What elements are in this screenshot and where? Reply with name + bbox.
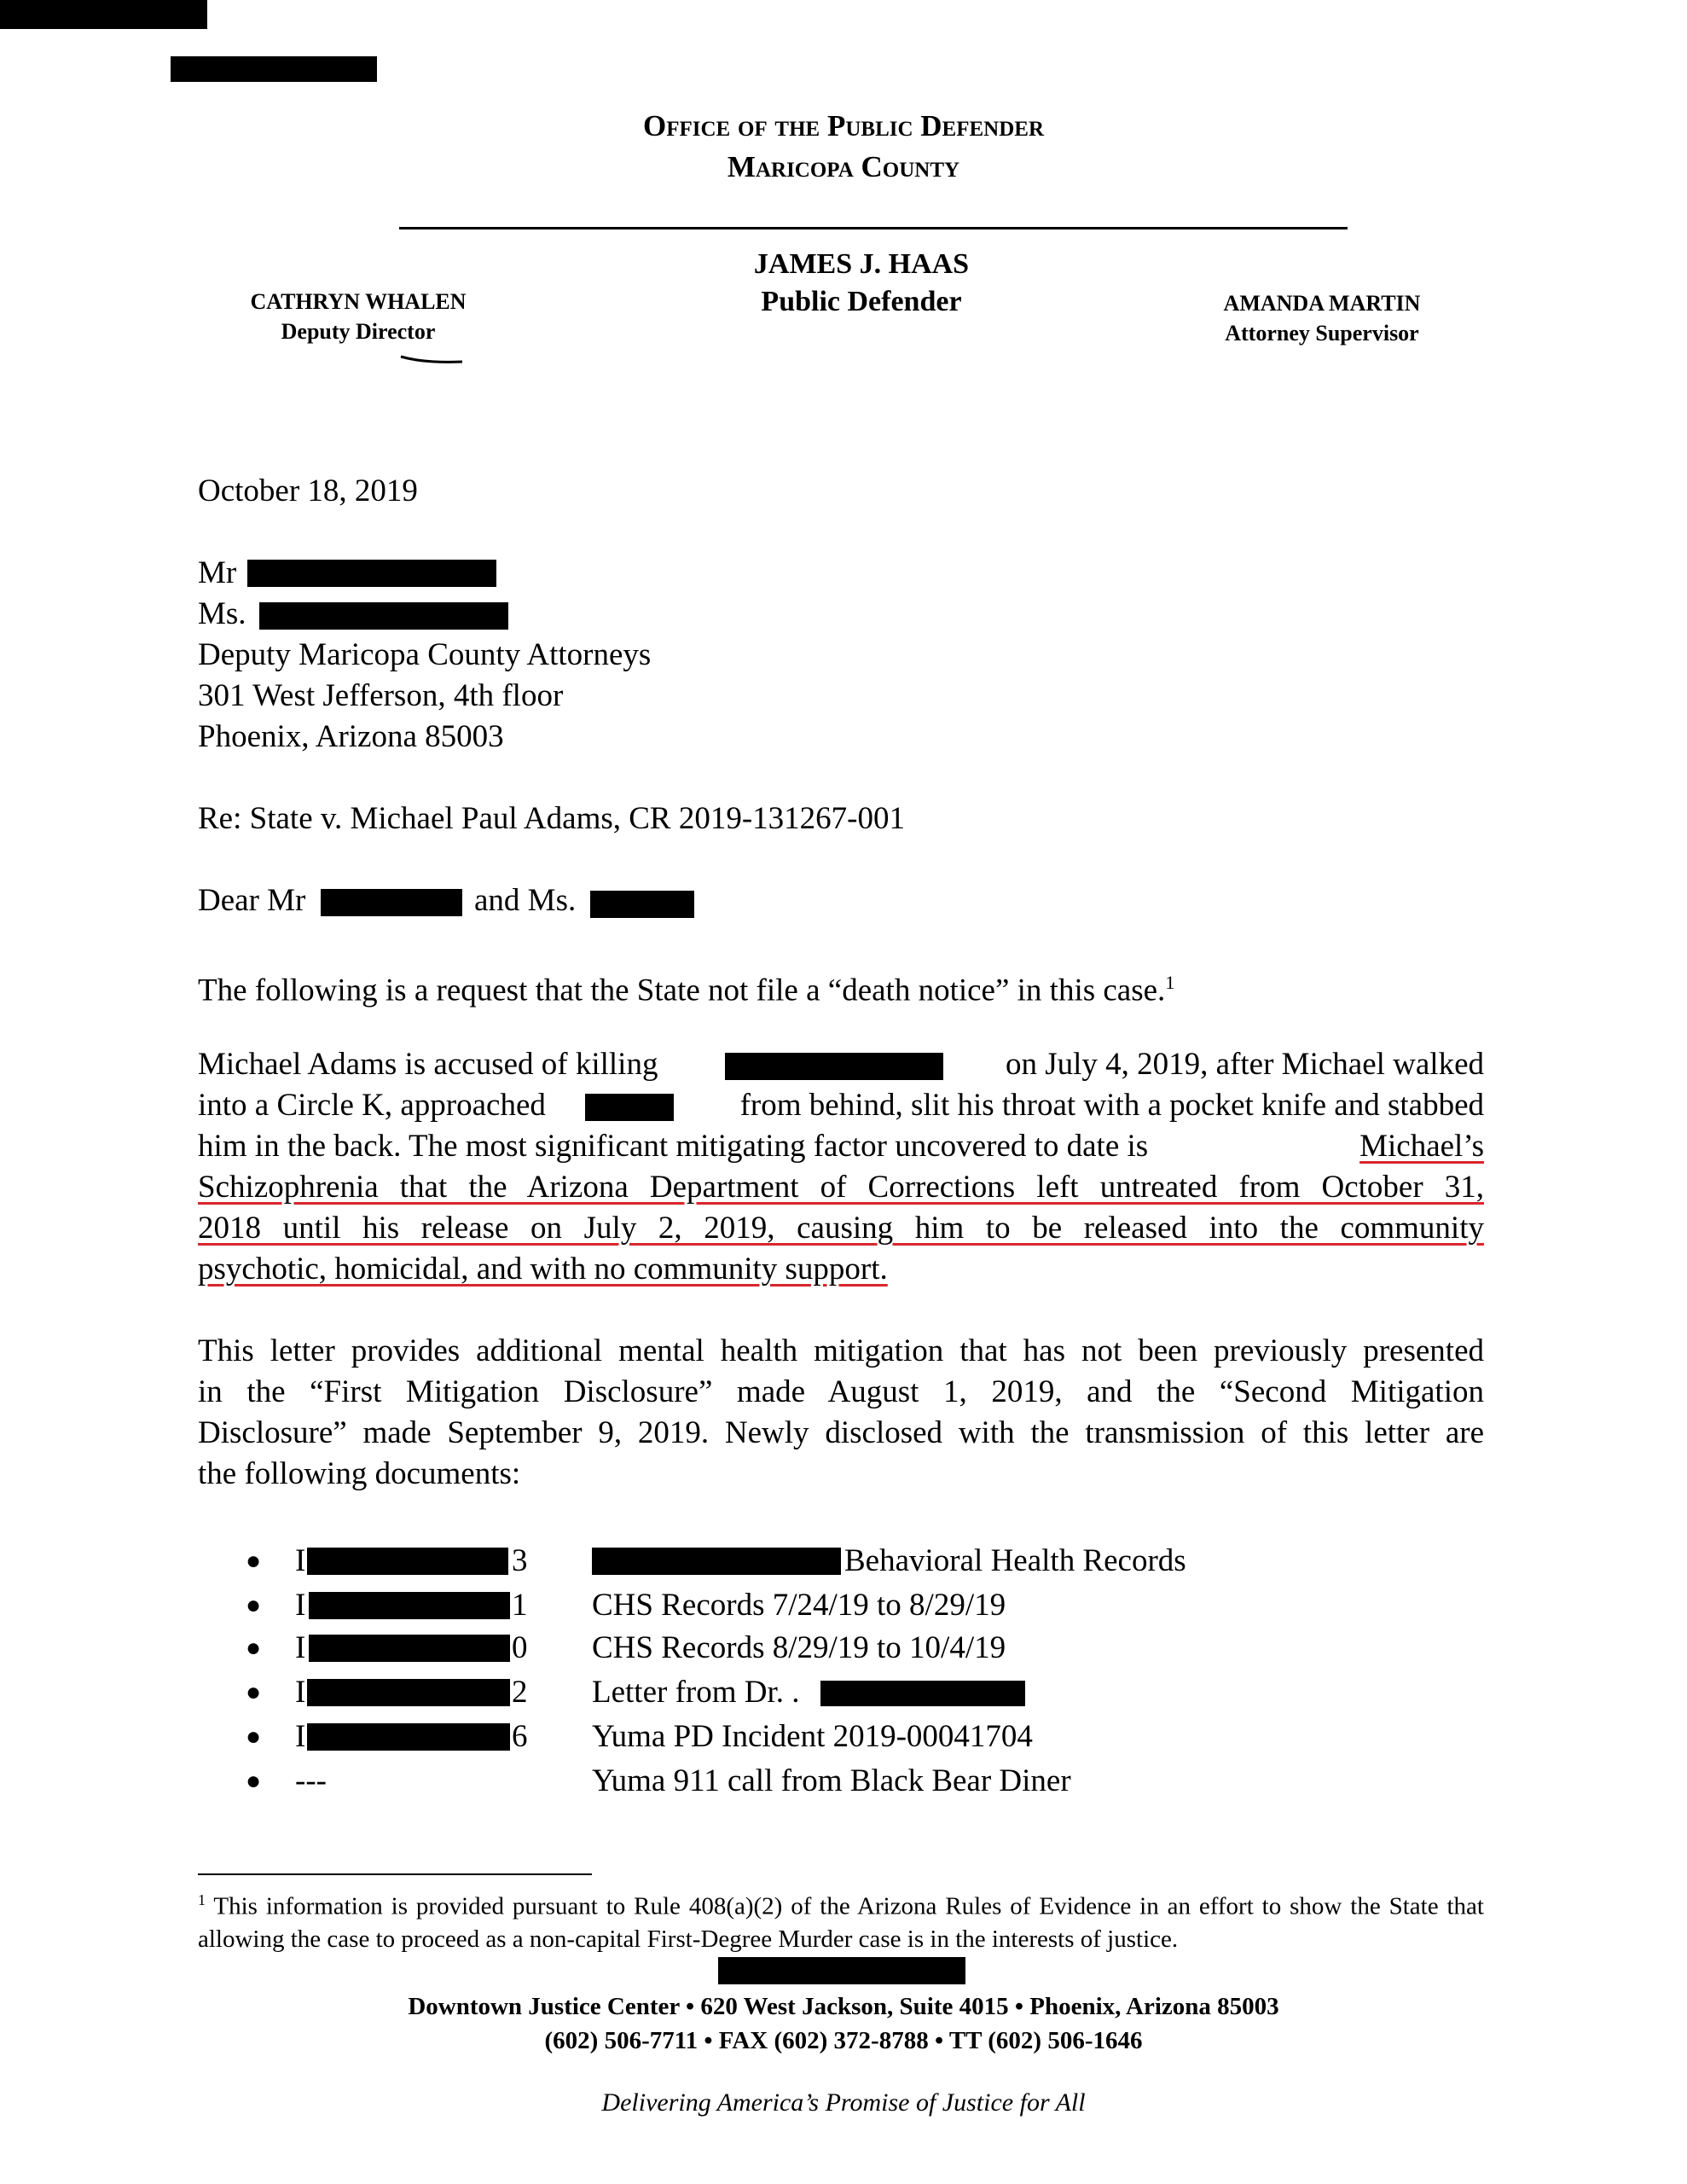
- p2-line6: psychotic, homicidal, and with no community support.: [198, 1252, 888, 1287]
- redaction-bar: [820, 1681, 1025, 1706]
- defender-title: Public Defender: [761, 286, 962, 317]
- list-item: [0, 1539, 1687, 1583]
- redaction-bar: [259, 602, 508, 630]
- redaction-bar: [725, 1053, 943, 1080]
- redaction-bar: [321, 889, 462, 916]
- p2-line3: [198, 1126, 1484, 1167]
- document-code-end: 6: [512, 1719, 528, 1754]
- redaction-bar: [0, 0, 207, 29]
- attorney-supervisor-block: [1143, 288, 1501, 348]
- intro-text: The following is a request that the State not file a “death notice” in this case.: [198, 973, 1166, 1008]
- bullet-icon: ●: [246, 1547, 262, 1575]
- list-item: [0, 1759, 1687, 1804]
- deputy-director-block: [179, 287, 537, 346]
- attorney-supervisor-name: AMANDA MARTIN: [1223, 291, 1421, 316]
- list-item: [0, 1583, 1687, 1628]
- redaction-bar: [307, 1723, 510, 1751]
- recipient-mr: Mr: [198, 555, 237, 590]
- bullet-icon: ●: [246, 1591, 262, 1619]
- public-defender-block: [588, 246, 1134, 321]
- address-line-2: 301 West Jefferson, 4th floor: [198, 678, 564, 713]
- redaction-bar: [171, 56, 377, 82]
- footer-tagline: Delivering America’s Promise of Justice for All: [601, 2088, 1086, 2117]
- re-line: Re: State v. Michael Paul Adams, CR 2019-131267-001: [198, 801, 905, 836]
- redaction-bar: [309, 1635, 510, 1662]
- p2-highlighted: [198, 1167, 1484, 1290]
- p2-line5: 2018 until his release on July 2, 2019, causing him to be released into the community: [198, 1211, 1484, 1246]
- p2-line3-text: him in the back. The most significant mitigating factor uncovered to date is: [198, 1129, 1149, 1164]
- redaction-bar: [309, 1592, 510, 1619]
- document-code-end: 1: [512, 1588, 528, 1623]
- letterhead-divider: [399, 227, 1348, 229]
- salutation-mid: and Ms.: [474, 883, 577, 918]
- document-code-start: I: [295, 1675, 306, 1710]
- salutation-start: Dear Mr: [198, 883, 306, 918]
- document-code-start: I: [295, 1543, 306, 1578]
- intro-paragraph: [198, 962, 1174, 1011]
- p3-line4: the following documents:: [198, 1456, 521, 1491]
- document-description: Yuma PD Incident 2019-00041704: [592, 1719, 1033, 1754]
- redaction-bar: [307, 1548, 508, 1575]
- office-title: [0, 106, 1687, 188]
- bullet-icon: ●: [246, 1678, 262, 1706]
- county-name: Maricopa County: [727, 150, 960, 183]
- document-code-end: 0: [512, 1630, 528, 1665]
- defender-name: JAMES J. HAAS: [753, 248, 970, 280]
- signature-mark: [399, 351, 467, 369]
- footnote: [198, 1884, 1484, 1955]
- attorney-supervisor-title: Attorney Supervisor: [1225, 321, 1419, 346]
- p2-line2-end: from behind, slit his throat with a pocket knife and stabbed: [739, 1088, 1484, 1123]
- document-code-end: 2: [512, 1675, 528, 1710]
- bullet-icon: ●: [246, 1634, 262, 1662]
- p2-line1-start: Michael Adams is accused of killing: [198, 1047, 658, 1082]
- footnote-text: This information is provided pursuant to Rule 408(a)(2) of the Arizona Rules of Evidence in an effort to show the State that allowing the case to proceed as a non-capital First-Degree Murder case is in the interests of justice.: [198, 1892, 1484, 1953]
- redaction-bar: [307, 1679, 510, 1706]
- redaction-bar: [247, 560, 496, 587]
- p3-line3: Disclosure” made September 9, 2019. Newly disclosed with the transmission of this letter are: [198, 1415, 1484, 1450]
- document-description: Letter from Dr. .: [592, 1675, 800, 1710]
- p3-line1: This letter provides additional mental health mitigation that has not been previously presented: [198, 1333, 1484, 1368]
- redaction-bar: [592, 1548, 841, 1575]
- footnote-mark: 1: [198, 1891, 206, 1908]
- office-name: Office of the Public Defender: [642, 109, 1045, 142]
- redaction-bar: [590, 891, 694, 918]
- list-item: [0, 1715, 1687, 1759]
- document-code-start: I: [295, 1719, 306, 1754]
- p3-paragraph: [198, 1331, 1484, 1495]
- redaction-bar: [718, 1957, 965, 1984]
- deputy-director-name: CATHRYN WHALEN: [250, 289, 467, 314]
- deputy-director-title: Deputy Director: [281, 319, 436, 344]
- recipient-ms: Ms.: [198, 596, 246, 631]
- bullet-icon: ●: [246, 1722, 262, 1751]
- p2-line2-start: into a Circle K, approached: [198, 1088, 546, 1123]
- footnote-reference: 1: [1165, 972, 1175, 993]
- document-code-start: I: [295, 1588, 306, 1623]
- p2-line1-end: on July 4, 2019, after Michael walked: [1005, 1047, 1484, 1082]
- p2-line4: Schizophrenia that the Arizona Department of Corrections left untreated from October 31,: [198, 1170, 1484, 1205]
- document-code-start: I: [295, 1630, 306, 1665]
- list-item: [0, 1626, 1687, 1670]
- document-description: Yuma 911 call from Black Bear Diner: [592, 1763, 1071, 1798]
- footer-phones: (602) 506-7711 • FAX (602) 372-8788 • TT (602) 506-1646: [544, 2027, 1143, 2054]
- document-description: CHS Records 8/29/19 to 10/4/19: [592, 1630, 1006, 1665]
- document-description: CHS Records 7/24/19 to 8/29/19: [592, 1588, 1006, 1623]
- letter-date: October 18, 2019: [198, 473, 418, 508]
- address-line-3: Phoenix, Arizona 85003: [198, 719, 504, 754]
- bullet-icon: ●: [246, 1767, 262, 1795]
- p3-line2: in the “First Mitigation Disclosure” made August 1, 2019, and the “Second Mitigation: [198, 1374, 1484, 1409]
- document-code-start: ---: [295, 1763, 327, 1798]
- document-description: Behavioral Health Records: [844, 1543, 1186, 1578]
- redaction-bar: [585, 1094, 674, 1121]
- address-line-1: Deputy Maricopa County Attorneys: [198, 637, 652, 672]
- document-code-end: 3: [512, 1543, 528, 1578]
- p2-line3-highlight: Michael’s: [1359, 1129, 1484, 1164]
- footnote-divider: [198, 1873, 592, 1875]
- footer-address: Downtown Justice Center • 620 West Jackson, Suite 4015 • Phoenix, Arizona 85003: [408, 1993, 1279, 2020]
